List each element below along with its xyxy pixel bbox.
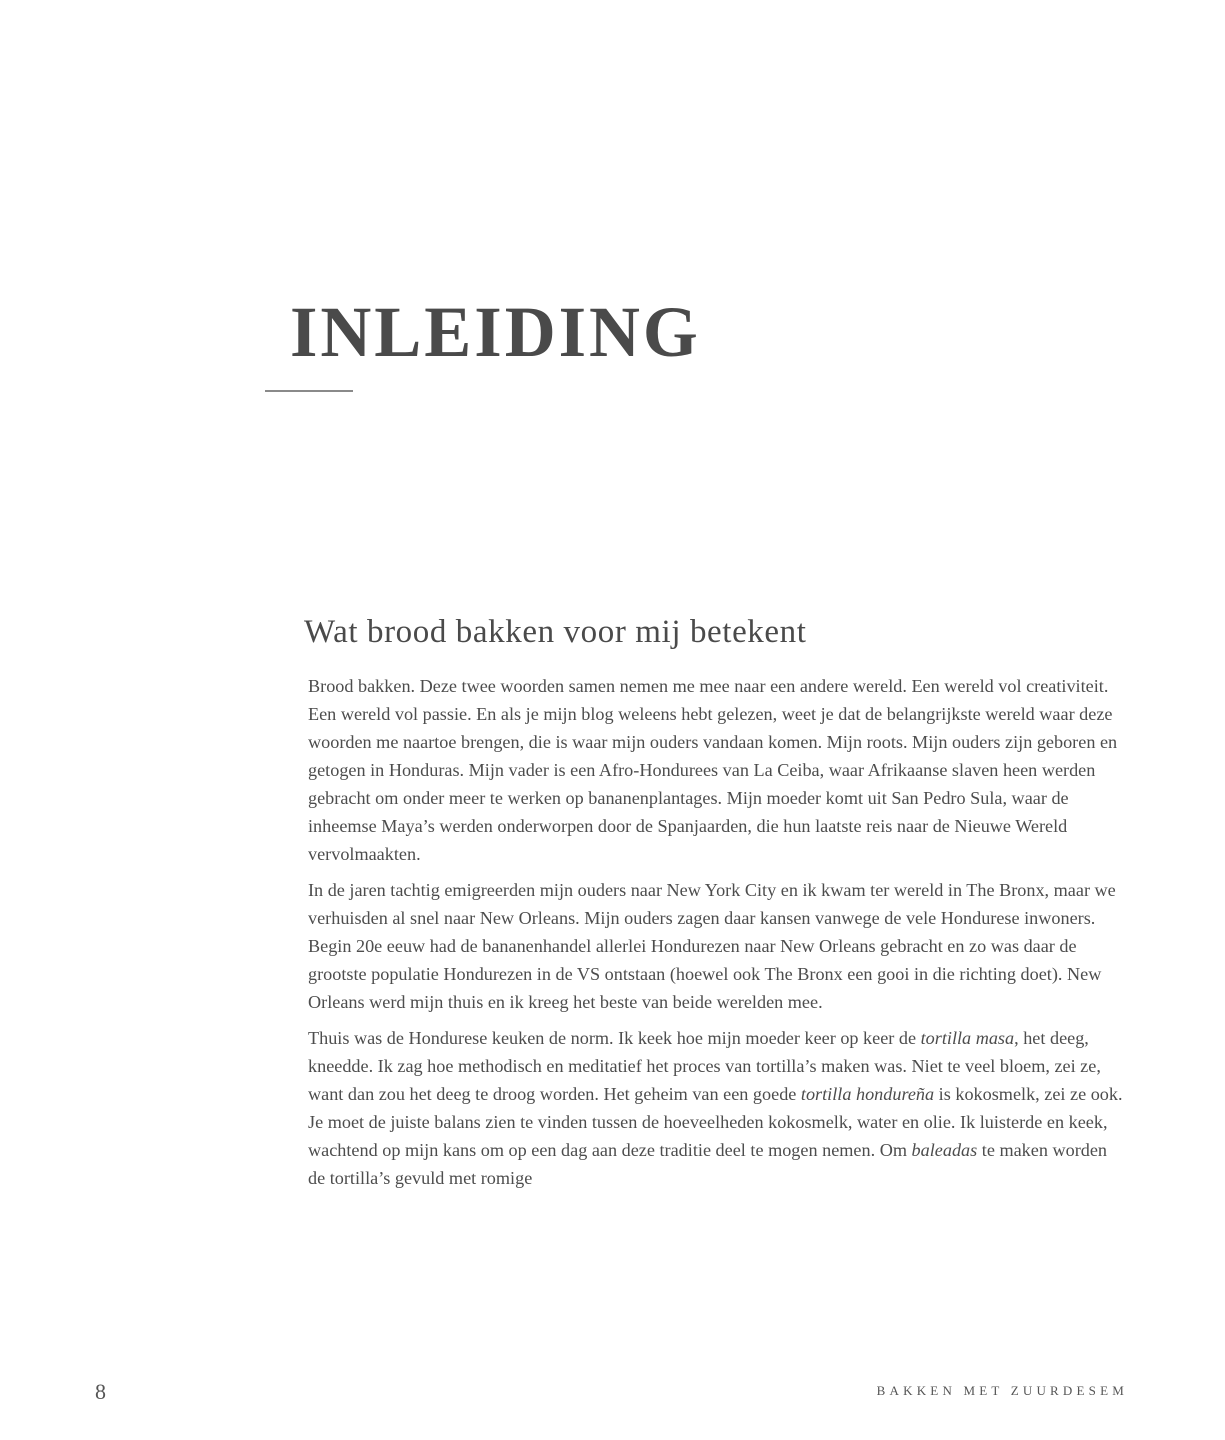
paragraph-3 — [308, 1024, 1124, 1192]
paragraph-run: , het deeg, kneedde. Ik zag hoe methodisch en meditatief het proces van tortilla’s maken was. Niet te veel bloem, zei ze, want dan zou het deeg te droog worden. Het geheim van een goede — [308, 1028, 1101, 1104]
page-number: 8 — [95, 1379, 106, 1404]
paragraph-run: is kokosmelk, zei ze ook. Je moet de juiste balans zien te vinden tussen de hoeveelheden kokosmelk, water en olie. Ik luisterde en keek, wachtend op mijn kans om op een dag aan deze traditie deel te mogen nemen. Om — [308, 1084, 1123, 1160]
section-heading: Wat brood bakken voor mij betekent — [304, 614, 807, 650]
paragraph-1 — [308, 672, 1124, 868]
chapter-title: INLEIDING — [290, 292, 701, 372]
paragraph-run: In de jaren tachtig emigreerden mijn ouders naar New York City en ik kwam ter wereld in The Bronx, maar we verhuisden al snel naar New Orleans. Mijn ouders zagen daar kansen vanwege de vele Hondurese inwoners. Begin 20e eeuw had de bananenhandel allerlei Hondurezen naar New Orleans gebracht en zo was daar de grootste populatie Hondurezen in de VS ontstaan (hoewel ook The Bronx een gooi in die richting doet). New Orleans werd mijn thuis en ik kreeg het beste van beide werelden mee. — [308, 880, 1116, 1012]
paragraph-run: Brood bakken. Deze twee woorden samen nemen me mee naar een andere wereld. Een wereld vol creativiteit. Een wereld vol passie. En als je mijn blog weleens hebt gelezen, weet je dat de belangrijkste wereld waar deze woorden me naartoe brengen, die is waar mijn ouders vandaan komen. Mijn roots. Mijn ouders zijn geboren en getogen in Honduras. Mijn vader is een Afro-Hondurees van La Ceiba, waar Afrikaanse slaven heen werden gebracht om onder meer te werken op bananenplantages. Mijn moeder komt uit San Pedro Sula, waar de inheemse Maya’s werden onderworpen door de Spanjaarden, die hun laatste reis naar de Nieuwe Wereld vervolmaakten. — [308, 676, 1118, 864]
italic-term-tortilla-hondurena: tortilla hondureña — [800, 1084, 935, 1104]
paragraph-run: te maken worden de tortilla’s gevuld met romige — [308, 1140, 1108, 1188]
paragraph-2 — [308, 876, 1124, 1016]
body-text — [308, 672, 1124, 1200]
running-footer-title: BAKKEN MET ZUURDESEM — [876, 1383, 1128, 1398]
paragraph-run: Thuis was de Hondurese keuken de norm. Ik keek hoe mijn moeder keer op keer de — [308, 1028, 921, 1048]
italic-term-tortilla-masa: tortilla masa — [920, 1028, 1015, 1048]
italic-term-baleadas: baleadas — [911, 1140, 978, 1160]
title-underline-rule — [265, 390, 353, 392]
